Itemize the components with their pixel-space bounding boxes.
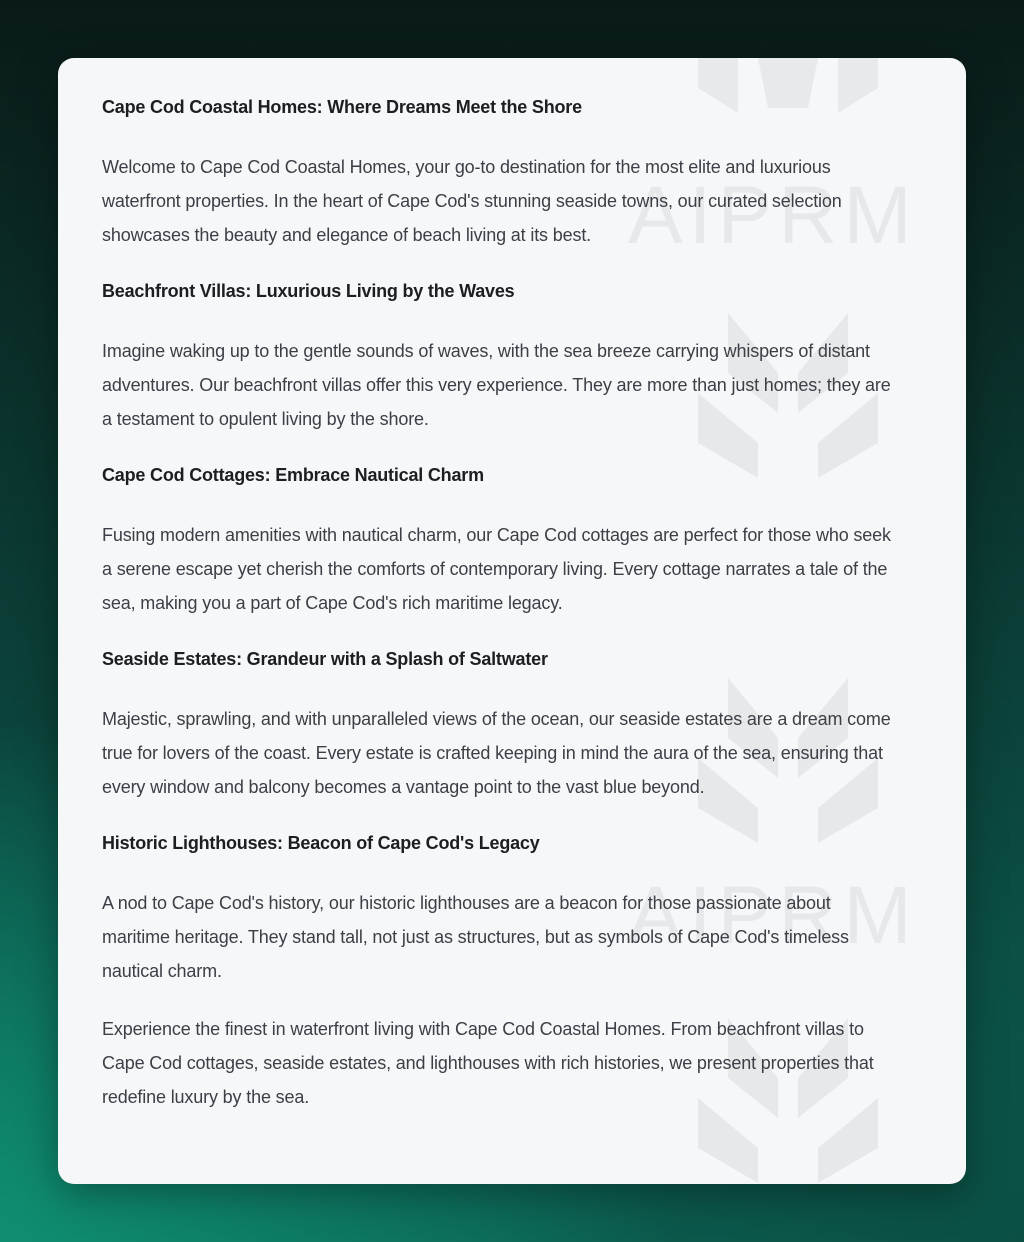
article-intro: Welcome to Cape Cod Coastal Homes, your go-to destination for the most elite and luxurious waterfront properties. In the heart of Cape Cod's stunning seaside towns, our curated selection showcases the beauty and elegance of beach living at its best. [102, 157, 842, 245]
section-heading: Seaside Estates: Grandeur with a Splash of Saltwater [102, 649, 548, 669]
section-heading: Cape Cod Cottages: Embrace Nautical Charm [102, 465, 484, 485]
watermark-text-bottom: AIPRM [628, 870, 918, 961]
section-heading: Historic Lighthouses: Beacon of Cape Cod's Legacy [102, 833, 540, 853]
section-heading: Beachfront Villas: Luxurious Living by the Waves [102, 281, 515, 301]
article-title: Cape Cod Coastal Homes: Where Dreams Meet the Shore [102, 97, 582, 117]
section-body: Imagine waking up to the gentle sounds of waves, with the sea breeze carrying whispers of distant adventures. Our beachfront villas offer this very experience. They are more than just homes; they are a testament to opulent living by the shore. [102, 341, 891, 429]
watermark-text-top: AIPRM [628, 170, 918, 261]
article-closing: Experience the finest in waterfront living with Cape Cod Coastal Homes. From beachfront villas to Cape Cod cottages, seaside estates, and lighthouses with rich histories, we present properties that redefine luxury by the sea. [102, 1019, 874, 1107]
section-body: Majestic, sprawling, and with unparalleled views of the ocean, our seaside estates are a dream come true for lovers of the coast. Every estate is crafted keeping in mind the aura of the sea, ensuring that every window and balcony becomes a vantage point to the vast blue beyond. [102, 709, 891, 797]
section-body: Fusing modern amenities with nautical charm, our Cape Cod cottages are perfect for those who seek a serene escape yet cherish the comforts of contemporary living. Every cottage narrates a tale of the sea, making you a part of Cape Cod's rich maritime legacy. [102, 525, 891, 613]
content-card [58, 58, 966, 1184]
section-body: A nod to Cape Cod's history, our historic lighthouses are a beacon for those passionate about maritime heritage. They stand tall, not just as structures, but as symbols of Cape Cod's timeless nautical charm. [102, 893, 849, 981]
article-content [102, 92, 902, 1138]
